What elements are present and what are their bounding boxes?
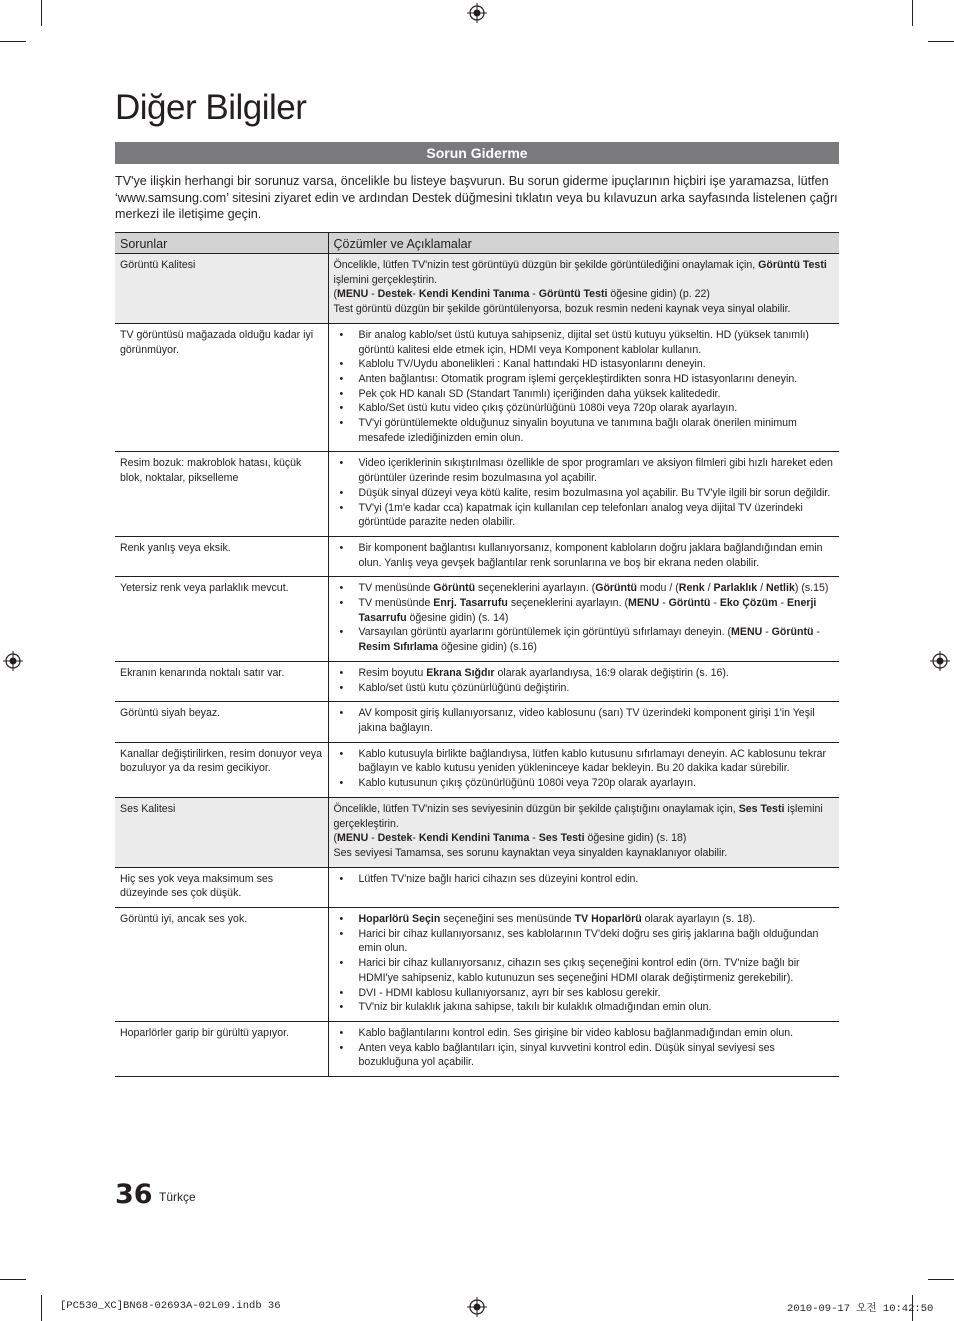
solution-cell [328,254,839,324]
list-item: • Kablo kutusuyla birlikte bağlandıysa, lütfen kablo kutusunu sıfırlamayı deneyin. AC kablosunu tekrar bağlayın ve kablo kutusu yeniden yükleninceye kadar bekleyin. Bu 20 dakika kadar sürebilir. [334,747,835,776]
solution-list [334,666,835,695]
crop-mark [912,0,913,26]
troubleshooting-table-container [115,232,839,1077]
solution-list [334,541,835,570]
solution-cell [328,702,839,742]
list-item: • DVI - HDMI kablosu kullanıyorsanız, ayrı bir ses kablosu gerekir. [334,986,835,1001]
crop-mark [928,1279,954,1280]
table-body [115,254,839,1077]
table-row [115,452,839,537]
list-item: • Anten bağlantısı: Otomatik program işlemi gerçekleştirdikten sonra HD istasyonlarını deneyin. [334,372,835,387]
list-item: • Kablo bağlantılarını kontrol edin. Ses girişine bir video kablosu bağlanmadığından emin olun. [334,1026,835,1041]
list-item: • Kablo/set üstü kutu çözünürlüğünü değiştirin. [334,681,835,696]
header-solutions: Çözümler ve Açıklamalar [328,233,839,254]
registration-mark-icon [467,1297,487,1317]
solution-paragraph: Öncelikle, lütfen TV'nizin test görüntüyü düzgün bir şekilde görüntülediğini onaylamak için, Görüntü Testi işlemini gerçekleştirin. [333,259,827,286]
registration-mark-icon [467,3,487,23]
list-item: • TV menüsünde Görüntü seçeneklerini ayarlayın. (Görüntü modu / (Renk / Parlaklık / Netlik) (s.15) [334,581,835,596]
list-item: • Düşük sinyal düzeyi veya kötü kalite, resim bozulmasına yol açabilir. Bu TV'yle ilgili bir sorun değildir. [334,486,835,501]
registration-mark-icon [3,651,23,671]
solution-cell [328,577,839,662]
problem-cell: Ekranın kenarında noktalı satır var. [115,661,328,701]
list-item: • Hoparlörü Seçin seçeneğini ses menüsünde TV Hoparlörü olarak ayarlayın (s. 18). [334,912,835,927]
solution-cell [328,323,839,452]
list-item: • TV'niz bir kulaklık jakına sahipse, takılı bir kulaklık olmadığından emin olun. [334,1000,835,1015]
solution-paragraph: Öncelikle, lütfen TV'nizin ses seviyesinin düzgün bir şekilde çalıştığını onaylamak için, Ses Testi işlemini gerçekleştirin. [333,802,823,830]
problem-cell: Ses Kalitesi [115,797,328,867]
list-item: • Bir komponent bağlantısı kullanıyorsanız, komponent kabloların doğru jaklara bağlandığından emin olun. Yanlış veya gevşek bağlantılar renk sorunlarına ve boş bir ekrana neden olabilir. [334,541,835,570]
problem-cell: Hoparlörler garip bir gürültü yapıyor. [115,1021,328,1076]
solution-cell [328,661,839,701]
solution-list [334,747,835,791]
page-language: Türkçe [159,1190,196,1204]
table-row [115,1021,839,1076]
table-row [115,323,839,452]
crop-mark [928,41,954,42]
list-item: • TV'yi (1m'e kadar cca) kapatmak için kullanılan cep telefonları analog veya dijital TV üzerindeki görüntüde parazite neden olabilir. [334,501,835,530]
problem-cell: Hiç ses yok veya maksimum ses düzeyinde ses çok düşük. [115,867,328,907]
list-item: • Harici bir cihaz kullanıyorsanız, cihazın ses çıkış seçeneğini kontrol edin (örn. TV'nize bağlı bir HDMI'ye sahipseniz, kablo kutunuzun ses seçeneğini HDMI olarak değiştirmeniz gerekebilir). [334,956,835,985]
table-row [115,661,839,701]
solution-cell [328,536,839,576]
table-row [115,797,839,867]
registration-mark-icon [930,651,950,671]
page-title: Diğer Bilgiler [115,88,307,127]
list-item: • Resim boyutu Ekrana Sığdır olarak ayarlandıysa, 16:9 olarak değiştirin (s. 16). [334,666,835,681]
solution-list [334,456,835,530]
list-item: • AV komposit giriş kullanıyorsanız, video kablosunu (sarı) TV üzerindeki komponent girişi 1'in Yeşil jakına bağlayın. [334,706,835,735]
crop-mark [41,0,42,26]
problem-cell: Görüntü Kalitesi [115,254,328,324]
intro-paragraph: TV'ye ilişkin herhangi bir sorunuz varsa, öncelikle bu listeye başvurun. Bu sorun giderme ipuçlarının hiçbiri işe yaramazsa, lütfen ‘www.samsung.com’ sitesini ziyaret edin ve ardından Destek düğmesini tıklatın veya bu kılavuzun arka sayfasında listelenen çağrı merkezi ile iletişime geçin. [115,174,838,221]
table-row [115,742,839,797]
solution-cell [328,452,839,537]
solution-cell [328,797,839,867]
solution-list [334,706,835,735]
problem-cell: Renk yanlış veya eksik. [115,536,328,576]
problem-cell: TV görüntüsü mağazada olduğu kadar iyi görünmüyor. [115,323,328,452]
solution-list [334,912,835,1015]
table-row [115,254,839,324]
solution-list [334,872,835,887]
footer-timestamp: 2010-09-17 오전 10:42:50 [787,1303,934,1315]
table-row [115,867,839,907]
crop-mark [0,41,26,42]
list-item: • TV'yi görüntülemekte olduğunuz sinyalin boyutuna ve tanımına bağlı olarak önerilen minimum mesafede izlediğinizden emin olun. [334,416,835,445]
problem-cell: Resim bozuk: makroblok hatası, küçük blok, noktalar, pikselleme [115,452,328,537]
crop-mark [0,1279,26,1280]
solution-cell [328,908,839,1022]
list-item: • Anten veya kablo bağlantıları için, sinyal kuvvetini kontrol edin. Düşük sinyal seviyesi ses bozukluğuna yol açabilir. [334,1041,835,1070]
table-row [115,577,839,662]
solution-cell [328,742,839,797]
solution-list [334,328,835,446]
header-problems: Sorunlar [115,233,328,254]
problem-cell: Görüntü siyah beyaz. [115,702,328,742]
list-item: • Pek çok HD kanalı SD (Standart Tanımlı) içeriğinden daha yüksek kalitededir. [334,387,835,402]
page-number: 36 [115,1179,153,1210]
list-item: • Kablo/Set üstü kutu video çıkış çözünürlüğünü 1080i veya 720p olarak ayarlayın. [334,401,835,416]
solution-cell [328,1021,839,1076]
list-item: • Bir analog kablo/set üstü kutuya sahipseniz, dijital set üstü kutuyu yükseltin. HD (yüksek tanımlı) görüntü kalitesi elde etmek için, HDMI veya Komponent kablolar kullanın. [334,328,835,357]
troubleshooting-table [115,232,839,1077]
table-row [115,702,839,742]
list-item: • TV menüsünde Enrj. Tasarrufu seçeneklerini ayarlayın. (MENU - Görüntü - Eko Çözüm - Enerji Tasarrufu öğesine gidin) (s. 14) [334,596,835,625]
solution-list [334,1026,835,1070]
table-row [115,908,839,1022]
solution-cell [328,867,839,907]
list-item: • Harici bir cihaz kullanıyorsanız, ses kablolarının TV'deki doğru ses giriş jaklarına bağlı olduğundan emin olun. [334,927,835,956]
solution-paragraph: (MENU - Destek- Kendi Kendini Tanıma - Ses Testi öğesine gidin) (s. 18) [333,832,687,845]
list-item: • Lütfen TV'nize bağlı harici cihazın ses düzeyini kontrol edin. [334,872,835,887]
problem-cell: Görüntü iyi, ancak ses yok. [115,908,328,1022]
solution-paragraph: Ses seviyesi Tamamsa, ses sorunu kaynaktan veya sinyalden kaynaklanıyor olabilir. [333,846,728,859]
solution-list [334,581,835,655]
list-item: • Video içeriklerinin sıkıştırılması özellikle de spor programları ve aksiyon filmleri gibi hızlı hareket eden görüntüler üzerinde resim bozulmasına yol açabilir. [334,456,835,485]
list-item: • Kablo kutusunun çıkış çözünürlüğünü 1080i veya 720p olarak ayarlayın. [334,776,835,791]
footer-file-info: [PC530_XC]BN68-02693A-02L09.indb 36 [60,1300,281,1312]
solution-paragraph: Test görüntü düzgün bir şekilde görüntülenyorsa, bozuk resmin nedeni kaynak veya sinyal olabilir. [333,303,791,316]
crop-mark [41,1295,42,1321]
list-item: • Varsayılan görüntü ayarlarını görüntülemek için görüntüyü sıfırlamayı deneyin. (MENU - Görüntü - Resim Sıfırlama öğesine gidin) (s.16) [334,625,835,654]
table-row [115,536,839,576]
problem-cell: Yetersiz renk veya parlaklık mevcut. [115,577,328,662]
section-heading: Sorun Giderme [115,142,839,164]
solution-paragraph: (MENU - Destek- Kendi Kendini Tanıma - Görüntü Testi öğesine gidin) (p. 22) [333,288,710,301]
table-header-row [115,233,839,254]
problem-cell: Kanallar değiştirilirken, resim donuyor veya bozuluyor ya da resim gecikiyor. [115,742,328,797]
list-item: • Kablolu TV/Uydu abonelikleri : Kanal hattındaki HD istasyonlarını deneyin. [334,357,835,372]
